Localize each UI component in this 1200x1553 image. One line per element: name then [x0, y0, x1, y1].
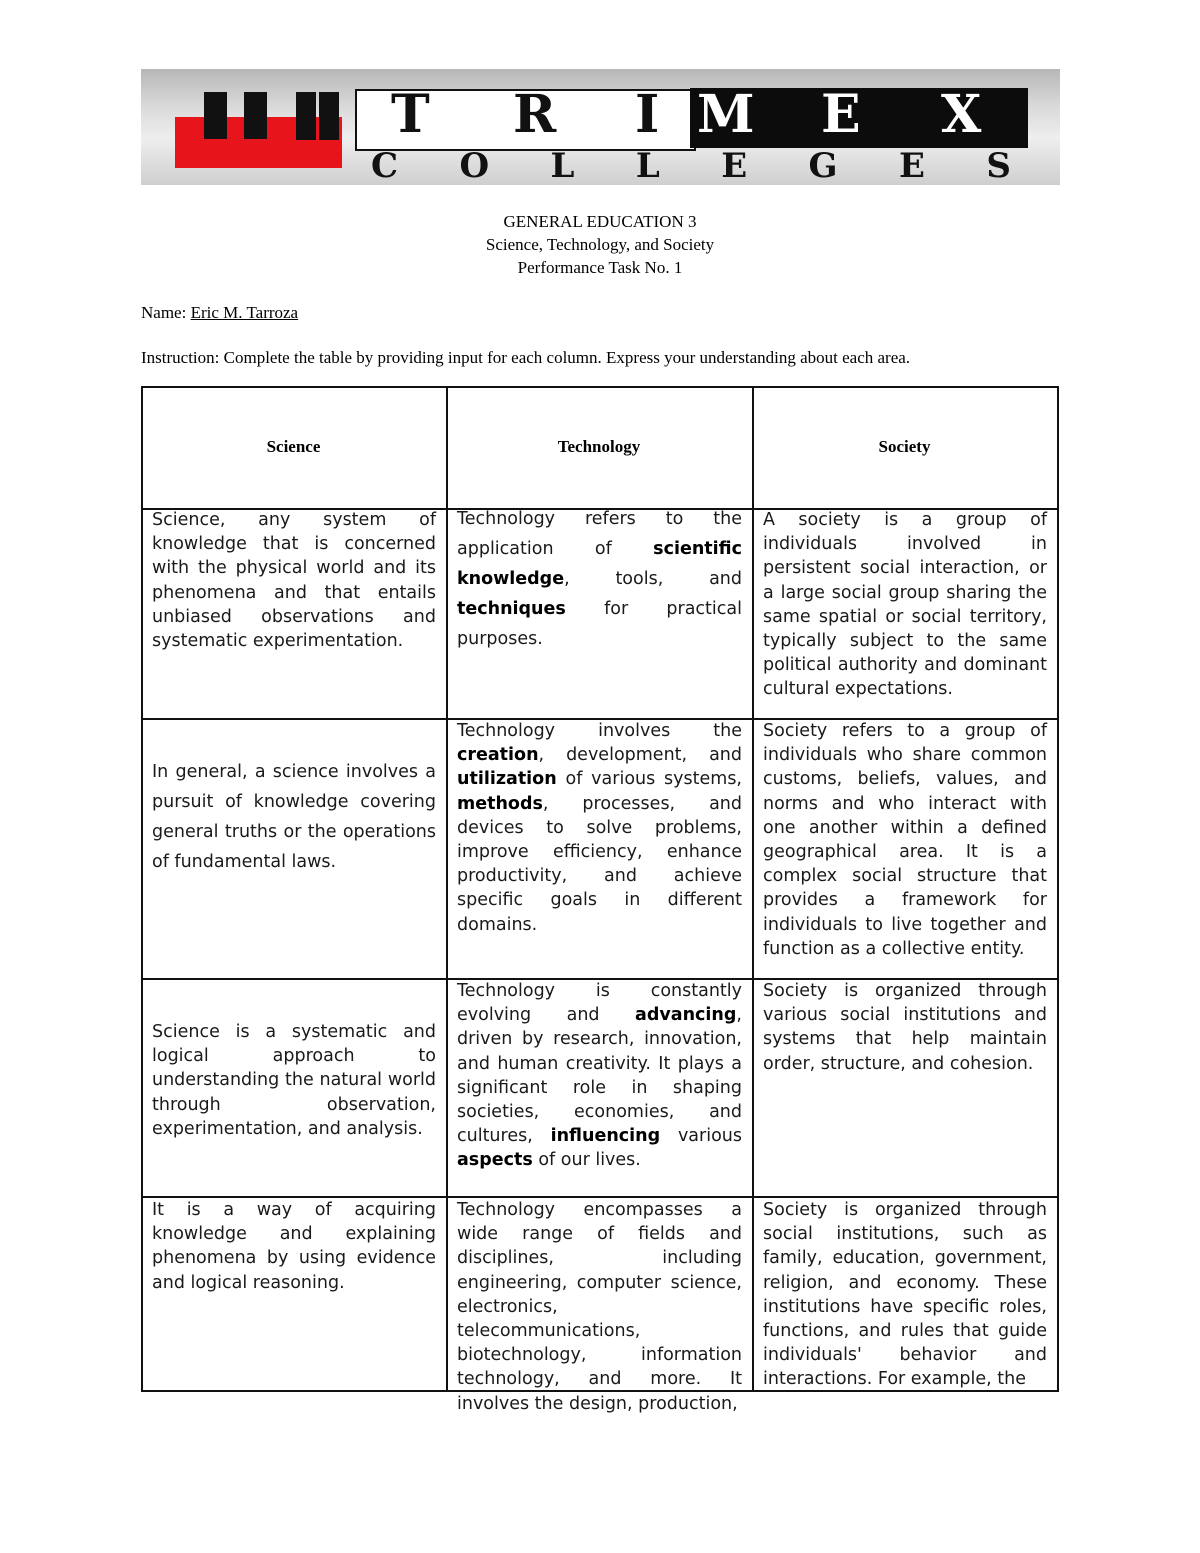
name-label: Name:: [141, 303, 187, 322]
column-header-science: Science: [266, 437, 321, 456]
science-cell: In general, a science involves a pursuit of knowledge covering general truths or the operations of fundamental laws.: [152, 762, 436, 872]
logo-bar: [244, 92, 267, 139]
student-name-line: [141, 302, 298, 324]
sts-table: [141, 386, 1059, 1414]
table-border: [1057, 386, 1059, 1392]
course-title: GENERAL EDUCATION 3: [503, 212, 697, 231]
society-cell: Society refers to a group of individuals who share common customs, beliefs, values, and norms and who interact with one another within a defined geographical area. It is a complex social structure that provides a framework for individuals to live together and function as a collective entity.: [763, 721, 1047, 959]
logo-letter: X: [941, 84, 982, 145]
student-name: Eric M. Tarroza: [190, 303, 299, 322]
logo-letter: E: [821, 84, 861, 145]
logo-bar: [204, 92, 227, 139]
column-header-technology: Technology: [557, 437, 641, 456]
instruction-text: Instruction: Complete the table by providing input for each column. Express your understanding about each area.: [141, 348, 911, 367]
science-cell: Science is a systematic and logical approach to understanding the natural world through observation, experimentation, and analysis.: [152, 1022, 436, 1139]
science-cell: It is a way of acquiring knowledge and explaining phenomena by using evidence and logical reasoning.: [152, 1200, 436, 1293]
logo-letter: R: [513, 84, 557, 145]
logo-bar: [319, 92, 339, 140]
technology-cell: Technology involves the creation, development, and utilization of various systems, methods, processes, and devices to solve problems, improve efficiency, enhance productivity, and achieve specific goals in different domains.: [457, 721, 742, 935]
logo-letter: T: [391, 84, 430, 145]
science-cell: Science, any system of knowledge that is concerned with the physical world and its phenomena and that entails unbiased observations and systematic experimentation.: [152, 510, 436, 652]
technology-cell: Technology refers to the application of scientific knowledge, tools, and techniques for practical purposes.: [457, 509, 742, 649]
logo-letter: M: [697, 84, 755, 145]
column-header-society: Society: [878, 437, 931, 456]
college-logo-banner: [141, 69, 1060, 185]
logo-colleges-text: C O L L E G E S: [371, 146, 1011, 185]
society-cell: Society is organized through social institutions, such as family, education, government, religion, and economy. These institutions have specific roles, functions, and rules that guide individuals' behavior and interactions. For example, the: [763, 1200, 1047, 1390]
technology-cell: Technology encompasses a wide range of fields and disciplines, including engineering, computer science, electronics, telecommunications, biotechnology, information technology, and more. It involves the design, production,: [457, 1200, 742, 1414]
logo-bar: [296, 92, 316, 140]
subject-title: Science, Technology, and Society: [485, 235, 715, 254]
task-title: Performance Task No. 1: [517, 258, 683, 277]
technology-cell: Technology is constantly evolving and advancing, driven by research, innovation, and human creativity. It plays a significant role in shaping societies, economies, and cultures, influencing various aspects of our lives.: [457, 981, 742, 1171]
logo-letter: I: [635, 84, 660, 145]
society-cell: Society is organized through various social institutions and systems that help maintain order, structure, and cohesion.: [763, 981, 1047, 1074]
society-cell: A society is a group of individuals involved in persistent social interaction, or a large social group sharing the same spatial or social territory, typically subject to the same political authority and dominant cultural expectations.: [763, 510, 1047, 700]
